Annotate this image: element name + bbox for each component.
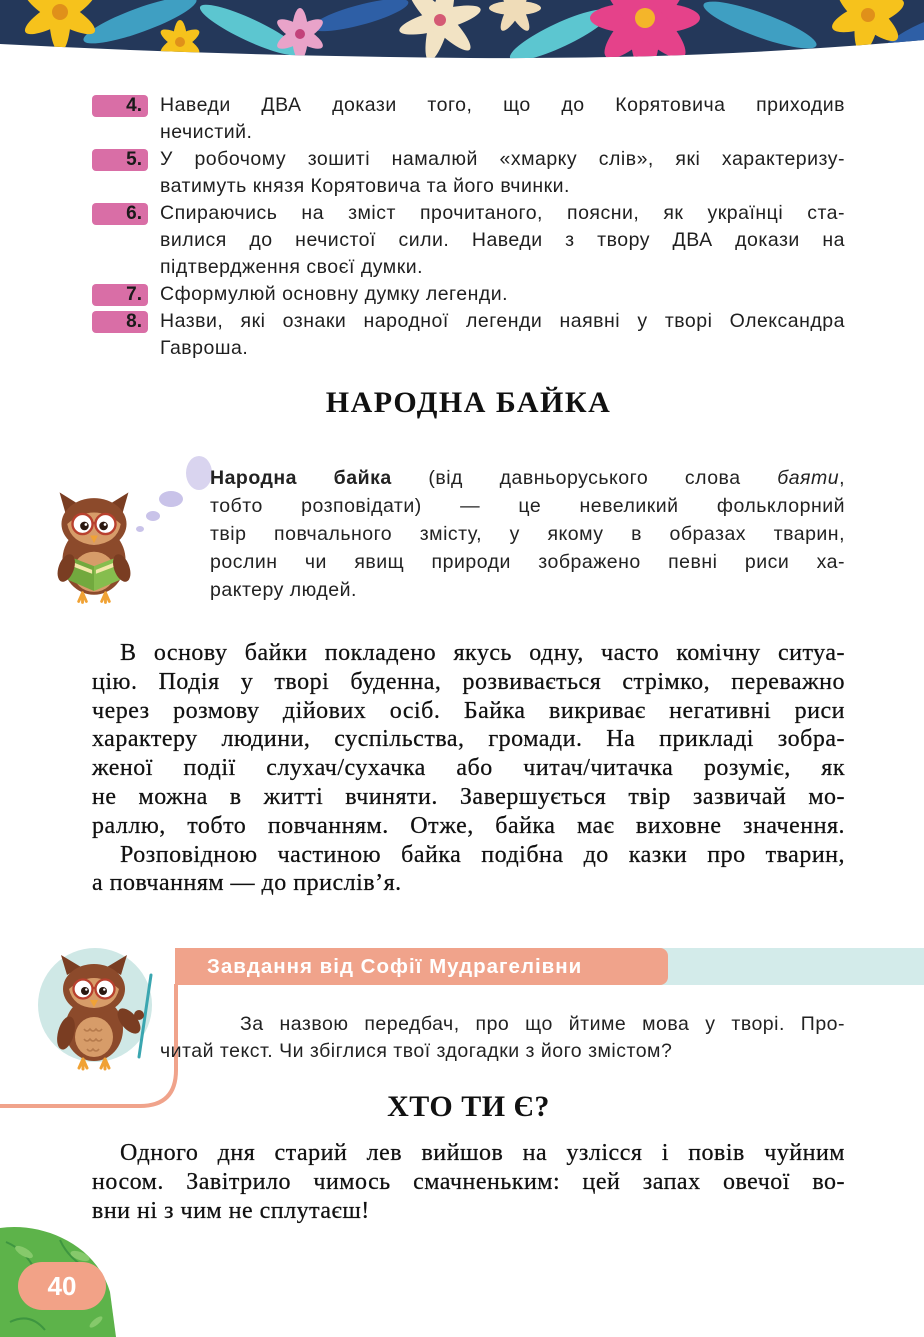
task-text-line: За назвою передбач, про що йтиме мова у творі. Про-	[240, 1013, 845, 1035]
body-line: раллю, тобто повчанням. Отже, байка має виховне значення.	[92, 812, 845, 839]
body-line: характеру людини, суспільства, громади. На прикладі зобра-	[92, 726, 845, 753]
definition-block	[210, 464, 845, 604]
question-number-badge: 8.	[92, 311, 148, 333]
question-item	[92, 281, 845, 308]
question-text-line: Сформулюй основну думку легенди.	[160, 283, 509, 305]
definition-term: Народна байка	[210, 467, 392, 489]
body-line: не можна в житті вчиняти. Завершується твір зазвичай мо-	[92, 783, 845, 810]
flower-banner-group	[0, 0, 924, 62]
question-number-badge: 6.	[92, 203, 148, 225]
owl-reading-illustration	[50, 487, 138, 605]
body-line: цію. Подія у творі буденна, розвивається стрімко, переважно	[92, 668, 845, 695]
body-line: женої події слухач/сухачка або читач/читачка розуміє, як	[92, 755, 845, 782]
body-line: а повчанням — до прислів’я.	[92, 870, 402, 897]
question-text-line: Назви, які ознаки народної легенди наявні у творі Олександра	[160, 310, 845, 332]
question-text-line: вилися до нечистої сили. Наведи з твору ДВА докази на	[160, 229, 845, 251]
owl-teacher-illustration	[35, 945, 160, 1075]
question-list	[92, 92, 845, 362]
task-title: Завдання від Софії Мудрагелівни	[207, 955, 583, 978]
question-item	[92, 200, 845, 281]
story-line: носом. Завітрило чимось смачненьким: цей запах овечої во-	[92, 1169, 845, 1195]
story-text	[92, 1139, 845, 1226]
question-number-badge: 7.	[92, 284, 148, 306]
question-text-line: У робочому зошиті намалюй «хмарку слів», які характеризу-	[160, 148, 845, 170]
question-number-badge: 4.	[92, 95, 148, 117]
page-number: 40	[47, 1271, 77, 1301]
definition-text: (від давньоруського слова	[391, 467, 778, 489]
question-item	[92, 308, 845, 362]
question-text-line: підтвердження своєї думки.	[160, 256, 424, 278]
definition-line: твір повчального змісту, у якому в образах тварин,	[210, 523, 845, 545]
body-text	[92, 639, 845, 898]
task-text	[160, 1011, 845, 1065]
definition-line: рослин чи явищ природи зображено певні риси ха-	[210, 551, 845, 573]
definition-line	[210, 464, 845, 492]
story-line: Одного дня старий лев вийшов на узлісся і повів чуйним	[120, 1140, 845, 1166]
story-line: вни ні з чим не сплутаєш!	[92, 1198, 370, 1224]
question-text-line: ватимуть князя Корятовича та його вчинки.	[160, 175, 570, 197]
definition-punctuation: ,	[839, 467, 845, 489]
definition-italic-word: баяти	[777, 467, 840, 489]
definition-line: рактеру людей.	[210, 579, 357, 601]
question-text-line: Спираючись на зміст прочитаного, поясни, як українці ста-	[160, 202, 845, 224]
body-line: через розмову дійових осіб. Байка викриває негативні риси	[92, 697, 845, 724]
body-line: Розповідною частиною байка подібна до казки про тварин,	[120, 841, 845, 868]
question-number-badge: 5.	[92, 149, 148, 171]
question-text-line: Наведи ДВА докази того, що до Корятовича приходив	[160, 94, 845, 116]
definition-line: тобто розповідати) — це невеликий фольклорний	[210, 495, 845, 517]
question-text-line: нечистий.	[160, 121, 253, 143]
thought-bubble-icon	[130, 452, 212, 537]
flower-banner-illustration	[0, 0, 924, 62]
body-line: В основу байки покладено якусь одну, часто комічну ситуа-	[120, 640, 845, 666]
question-text-line: Гавроша.	[160, 337, 249, 359]
task-text-line: читай текст. Чи збіглися твої здогадки з його змістом?	[160, 1040, 673, 1062]
story-title: ХТО ТИ Є?	[387, 1090, 550, 1123]
question-item	[92, 92, 845, 146]
question-item	[92, 146, 845, 200]
section-title: НАРОДНА БАЙКА	[325, 386, 612, 419]
